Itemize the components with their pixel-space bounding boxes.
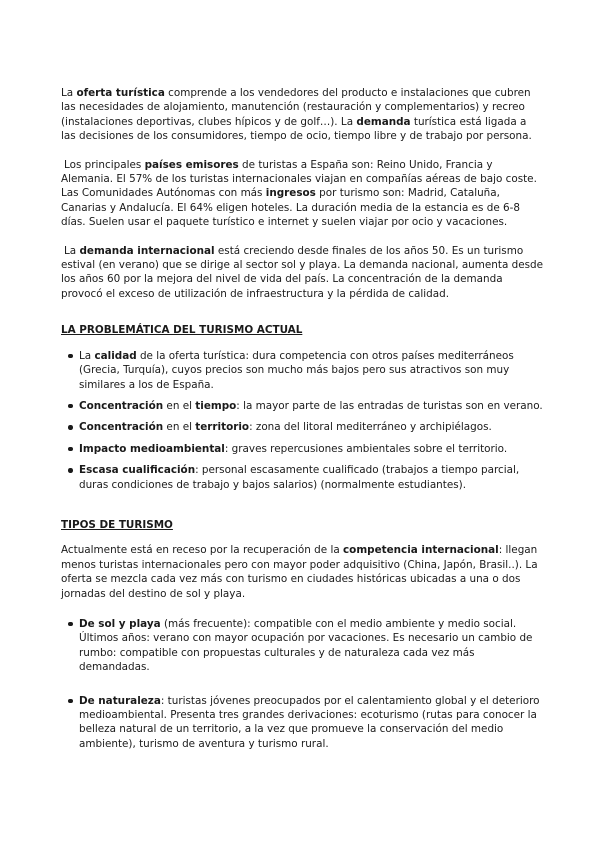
section-heading-problematica: LA PROBLEMÁTICA DEL TURISMO ACTUAL [61,324,303,337]
text: : personal escasamente cualificado (trabajos a tiempo parcial, duras condiciones de trabajo y bajos salarios) (normalmente estudiantes). [79,464,520,491]
bold-term: demanda internacional [79,244,215,257]
bold-term: Concentración [79,399,164,412]
list-item [61,442,543,456]
bold-term: De sol y playa [79,617,161,630]
document-body [61,86,543,758]
section-heading-tipos: TIPOS DE TURISMO [61,518,173,531]
text: en el [163,399,196,412]
bold-term: ingresos [265,187,316,200]
bold-term: calidad [94,349,137,362]
paragraph-demanda-internacional [61,244,543,302]
tipos-list [61,617,543,751]
list-item [61,420,543,434]
text: en el [163,421,196,434]
paragraph-tipos-intro [61,543,543,601]
text: de la oferta turística: dura competencia con otros países mediterráneos (Grecia, Turquía), cuyos precios son mucho más bajos pero sus atractivos son muy similares a los de España. [79,349,514,391]
list-item [61,617,543,675]
bold-term: Impacto medioambiental [79,442,225,455]
text: de turistas a España son: Reino Unido, Francia y Alemania. El 57% de los turistas internacionales viajan en compañías aéreas de bajo coste. Las Comunidades Autónomas con más [61,158,537,200]
text: : la mayor parte de las entradas de turistas son en verano. [236,399,543,412]
text: : turistas jóvenes preocupados por el calentamiento global y el deterioro medioambiental. Presenta tres grandes derivaciones: ecoturismo (rutas para conocer la belleza natural de un territorio, a la vez que promueve la conservación del medio ambiente), turismo de aventura y turismo rural. [79,694,540,750]
text: turística está ligada a las decisiones de los consumidores, tiempo de ocio, tiempo libre y de trabajo por persona. [61,115,532,143]
text: La [61,87,77,99]
text: Actualmente está en receso por la recuperación de la [61,544,344,557]
bold-term: competencia internacional [343,544,499,557]
text: Los principales [64,158,145,171]
text: : llegan menos turistas internacionales pero con mayor poder adquisitivo (China, Japón, Brasil..). La oferta se mezcla cada vez más con turismo en ciudades históricas ubicadas a una o dos jornadas del destino de sol y playa. [61,544,538,600]
text: La [79,349,95,362]
bold-term: demanda [356,115,411,128]
bold-term: De naturaleza [79,694,161,707]
list-item [61,463,543,492]
text: (más frecuente): compatible con el medio ambiente y medio social. Últimos años: verano con mayor ocupación por vacaciones. Es necesario un cambio de rumbo: compatible con propuestas culturales y de naturaleza cada vez más demandadas. [79,617,533,674]
text: comprende a los vendedores del producto e instalaciones que cubren las necesidades de alojamiento, manutención (restauración y complementarios) y recreo (instalaciones deportivas, clubes hípicos y de golf…). La [61,87,531,128]
text: La [64,244,80,257]
list-item [61,349,543,392]
bold-term: Escasa cualificación [79,464,196,477]
bold-term: Concentración [79,421,164,434]
bold-term: oferta turística [76,87,165,99]
text: : graves repercusiones ambientales sobre el territorio. [224,442,508,455]
bold-term: territorio [195,421,250,434]
bold-term: tiempo [195,399,237,412]
text: por turismo son: Madrid, Cataluña, Canarias y Andalucía. El 64% eligen hoteles. La duración media de la estancia es de 6-8 días. Suelen usar el paquete turístico e internet y suelen viajar por ocio y vacaciones. [61,187,520,229]
list-item [61,399,543,413]
paragraph-oferta-demanda [61,86,543,144]
list-item [61,694,543,752]
paragraph-paises-emisores [61,158,543,230]
text: está creciendo desde finales de los años 50. Es un turismo estival (en verano) que se dirige al sector sol y playa. La demanda nacional, aumenta desde los años 60 por la mejora del nivel de vida del país. La concentración de la demanda provocó el exceso de utilización de infraestructura y la pérdida de calidad. [61,244,544,300]
problematica-list [61,349,543,492]
text: : zona del litoral mediterráneo y archipiélagos. [249,421,492,434]
bold-term: países emisores [144,158,239,171]
